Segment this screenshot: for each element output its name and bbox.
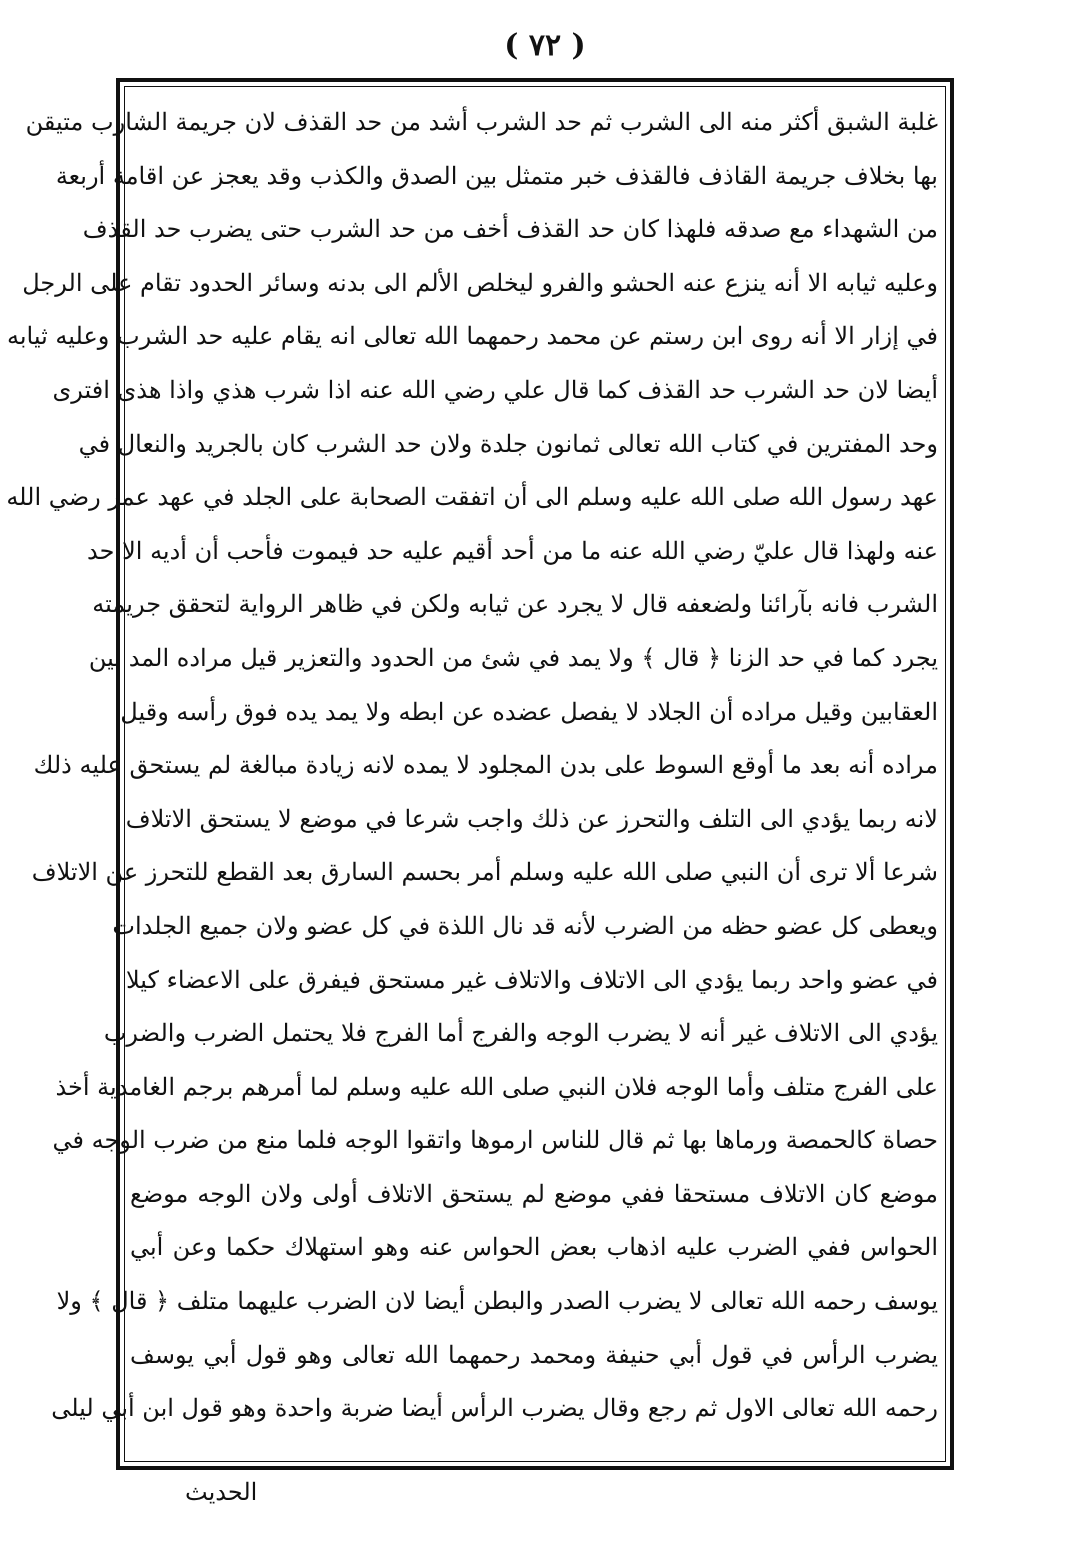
text-line: الحواس ففي الضرب عليه اذهاب بعض الحواس عنه وهو استهلاك حكما وعن أبي bbox=[130, 1233, 938, 1262]
text-line: مراده أنه بعد ما أوقع السوط على بدن المجلود لا يمده لانه زيادة مبالغة لم يستحق عليه ذلك bbox=[33, 751, 938, 780]
text-line: في إزار الا أنه روى ابن رستم عن محمد رحمهما الله تعالى انه يقام عليه حد الشرب وعليه ثيابه bbox=[6, 322, 938, 351]
text-line: أيضا لان حد الشرب حد القذف كما قال علي رضي الله عنه اذا شرب هذي واذا هذى افترى bbox=[52, 375, 938, 404]
text-line: في عضو واحد ربما يؤدي الى الاتلاف والاتلاف غير مستحق فيفرق على الاعضاء كيلا bbox=[125, 965, 938, 994]
text-line: موضع كان الاتلاف مستحقا ففي موضع لم يستحق الاتلاف أولى ولان الوجه موضع bbox=[130, 1179, 938, 1208]
text-line: يؤدي الى الاتلاف غير أنه لا يضرب الوجه والفرج أما الفرج فلا يحتمل الضرب والضرب bbox=[103, 1019, 938, 1048]
text-line: حصاة كالحمصة ورماها بها ثم قال للناس ارموها واتقوا الوجه فلما منع من ضرب الوجه في bbox=[52, 1126, 938, 1155]
text-line: شرعا ألا ترى أن النبي صلى الله عليه وسلم أمر بحسم السارق بعد القطع للتحرز عن الاتلاف bbox=[31, 858, 938, 887]
text-line: وحد المفترين في كتاب الله تعالى ثمانون جلدة ولان حد الشرب كان بالجريد والنعال في bbox=[78, 429, 938, 458]
text-line: عهد رسول الله صلى الله عليه وسلم الى أن اتفقت الصحابة على الجلد في عهد عمر رضي الله bbox=[6, 483, 938, 512]
text-line: يضرب الرأس في قول أبي حنيفة ومحمد رحمهما الله تعالى وهو قول أبي يوسف bbox=[130, 1340, 938, 1369]
text-line: يجرد كما في حد الزنا ﴿ قال ﴾ ولا يمد في شئ من الحدود والتعزير قيل مراده المد بين bbox=[88, 643, 938, 672]
text-line: غلبة الشبق أكثر منه الى الشرب ثم حد الشرب أشد من حد القذف لان جريمة الشارب متيقن bbox=[25, 108, 938, 136]
text-line: يوسف رحمه الله تعالى لا يضرب الصدر والبطن أيضا لان الضرب عليهما متلف ﴿ قال ﴾ ولا bbox=[56, 1287, 938, 1316]
text-line: عنه ولهذا قال عليّ رضي الله عنه ما من أحد أقيم عليه حد فيموت فأحب أن أديه الا حد bbox=[87, 536, 938, 565]
text-line: ويعطى كل عضو حظه من الضرب لأنه قد نال اللذة في كل عضو ولان جميع الجلدات bbox=[112, 911, 938, 940]
text-line: من الشهداء مع صدقه فلهذا كان حد القذف أخف من حد الشرب حتى يضرب حد القذف bbox=[82, 215, 938, 244]
text-line: على الفرج متلف وأما الوجه فلان النبي صلى الله عليه وسلم لما أمرهم برجم الغامدية أخذ bbox=[55, 1072, 938, 1101]
text-body bbox=[6, 96, 938, 1456]
text-line: العقابين وقيل مراده أن الجلاد لا يفصل عضده عن ابطه ولا يمد يده فوق رأسه وقيل bbox=[120, 697, 938, 726]
text-line: الشرب فانه بآرائنا ولضعفه قال لا يجرد عن ثيابه ولكن في ظاهر الرواية لتحقق جريمته bbox=[92, 590, 938, 619]
text-line: وعليه ثيابه الا أنه ينزع عنه الحشو والفرو ليخلص الألم الى بدنه وسائر الحدود تقام على الرجل bbox=[22, 268, 938, 297]
text-line: بها بخلاف جريمة القاذف فالقذف خبر متمثل بين الصدق والكذب وقد يعجز عن اقامة أربعة bbox=[55, 161, 938, 190]
catchword: الحديث bbox=[185, 1478, 258, 1506]
text-line: لانه ربما يؤدي الى التلف والتحرز عن ذلك واجب شرعا في موضع لا يستحق الاتلاف bbox=[125, 804, 938, 833]
text-line: رحمه الله تعالى الاول ثم رجع وقال يضرب الرأس أيضا ضربة واحدة وهو قول ابن أبي ليلى bbox=[51, 1394, 938, 1423]
page-number: ( ٧٢ ) bbox=[504, 28, 586, 63]
